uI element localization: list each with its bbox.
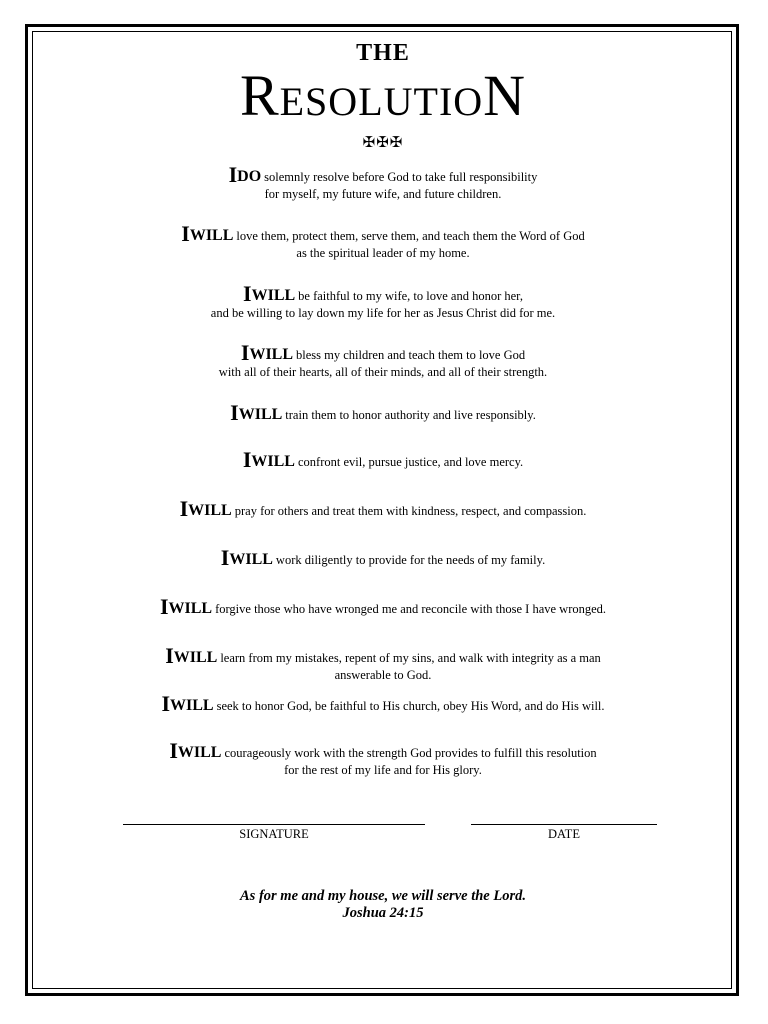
verse-text: As for me and my house, we will serve the Lord. <box>240 888 526 904</box>
resolution-lead: WILL <box>229 551 273 568</box>
resolution-lead: WILL <box>189 227 234 244</box>
resolution-line-2: for the rest of my life and for His glory. <box>284 763 482 777</box>
signature-label: SIGNATURE <box>239 827 309 841</box>
resolution-text: confront evil, pursue justice, and love mercy. <box>297 455 524 469</box>
cross-ornament-icon: ✠✠✠ <box>362 135 404 151</box>
resolution-item <box>40 691 726 716</box>
resolution-line-1 <box>40 221 726 246</box>
resolution-text: pray for others and treat them with kindness, respect, and compassion. <box>234 504 587 518</box>
resolution-item <box>40 738 726 779</box>
scripture-verse <box>40 888 726 922</box>
resolution-lead: WILL <box>177 744 222 761</box>
resolution-cap: I <box>228 162 238 187</box>
resolution-line-1 <box>40 594 726 619</box>
resolution-line-1 <box>40 340 726 365</box>
resolution-text: learn from my mistakes, repent of my sins, and walk with integrity as a man <box>220 651 601 665</box>
resolution-cap: I <box>169 738 178 763</box>
resolution-item <box>40 340 726 381</box>
resolution-lead: WILL <box>188 502 232 519</box>
resolution-lead: WILL <box>251 453 295 470</box>
resolution-line-1 <box>40 545 726 570</box>
resolution-item <box>40 643 726 684</box>
resolution-text: love them, protect them, serve them, and teach them the Word of God <box>236 229 585 243</box>
resolution-line-2: and be willing to lay down my life for her as Jesus Christ did for me. <box>210 306 556 320</box>
resolution-lead: WILL <box>168 600 213 617</box>
resolution-item <box>40 545 726 570</box>
resolution-lead: WILL <box>249 346 294 363</box>
resolution-line-2: answerable to God. <box>334 668 432 682</box>
resolution-cap: I <box>179 496 189 521</box>
title-final: N <box>483 63 527 128</box>
resolution-line-2: for myself, my future wife, and future children. <box>264 187 502 201</box>
resolution-item <box>40 281 726 322</box>
resolution-item <box>40 162 726 203</box>
resolution-text: train them to honor authority and live responsibly. <box>285 408 536 422</box>
resolution-text: forgive those who have wronged me and reconcile with those I have wronged. <box>215 602 607 616</box>
resolution-cap: I <box>181 221 190 246</box>
resolution-lead: DO <box>237 168 262 185</box>
resolution-line-1 <box>40 400 726 425</box>
verse-reference: Joshua 24:15 <box>342 905 424 921</box>
date-line[interactable] <box>471 824 657 825</box>
resolution-line-1 <box>40 496 726 521</box>
resolution-item <box>40 221 726 262</box>
resolution-line-1 <box>40 691 726 716</box>
resolution-lead: WILL <box>170 697 214 714</box>
resolution-lead: WILL <box>251 287 296 304</box>
resolution-document <box>40 36 726 976</box>
resolution-text: courageously work with the strength God provides to fulfill this resolution <box>224 746 597 760</box>
resolution-line-1 <box>40 738 726 763</box>
resolution-lead: WILL <box>238 406 283 423</box>
resolution-cap: I <box>230 400 239 425</box>
resolution-line-2: as the spiritual leader of my home. <box>296 246 470 260</box>
resolution-text: be faithful to my wife, to love and honor her, <box>298 289 523 303</box>
resolution-line-1 <box>40 162 726 187</box>
resolution-line-1 <box>40 643 726 668</box>
title-middle: ESOLUTIO <box>279 79 484 124</box>
resolution-cap: I <box>161 691 171 716</box>
resolution-cap: I <box>165 643 174 668</box>
resolution-cap: I <box>240 340 250 365</box>
signature-block <box>123 824 425 842</box>
resolution-text: solemnly resolve before God to take full responsibility <box>264 170 538 184</box>
resolution-lead: WILL <box>173 649 218 666</box>
signature-line[interactable] <box>123 824 425 825</box>
resolution-item <box>40 496 726 521</box>
resolution-text: seek to honor God, be faithful to His church, obey His Word, and do His will. <box>216 699 605 713</box>
resolution-item <box>40 447 726 472</box>
date-block <box>471 824 657 842</box>
resolution-cap: I <box>159 594 169 619</box>
page-title <box>40 63 726 132</box>
resolution-cap: I <box>220 545 230 570</box>
date-label: DATE <box>548 827 580 841</box>
resolution-cap: I <box>242 447 252 472</box>
title-the: THE <box>356 40 410 66</box>
resolution-line-2: with all of their hearts, all of their minds, and all of their strength. <box>218 365 548 379</box>
title-initial: R <box>239 63 280 128</box>
resolution-line-1 <box>40 281 726 306</box>
resolution-line-1 <box>40 447 726 472</box>
resolution-text: work diligently to provide for the needs of my family. <box>275 553 546 567</box>
resolution-cap: I <box>243 281 252 306</box>
resolution-item <box>40 594 726 619</box>
resolution-item <box>40 400 726 425</box>
resolution-text: bless my children and teach them to love God <box>296 348 526 362</box>
